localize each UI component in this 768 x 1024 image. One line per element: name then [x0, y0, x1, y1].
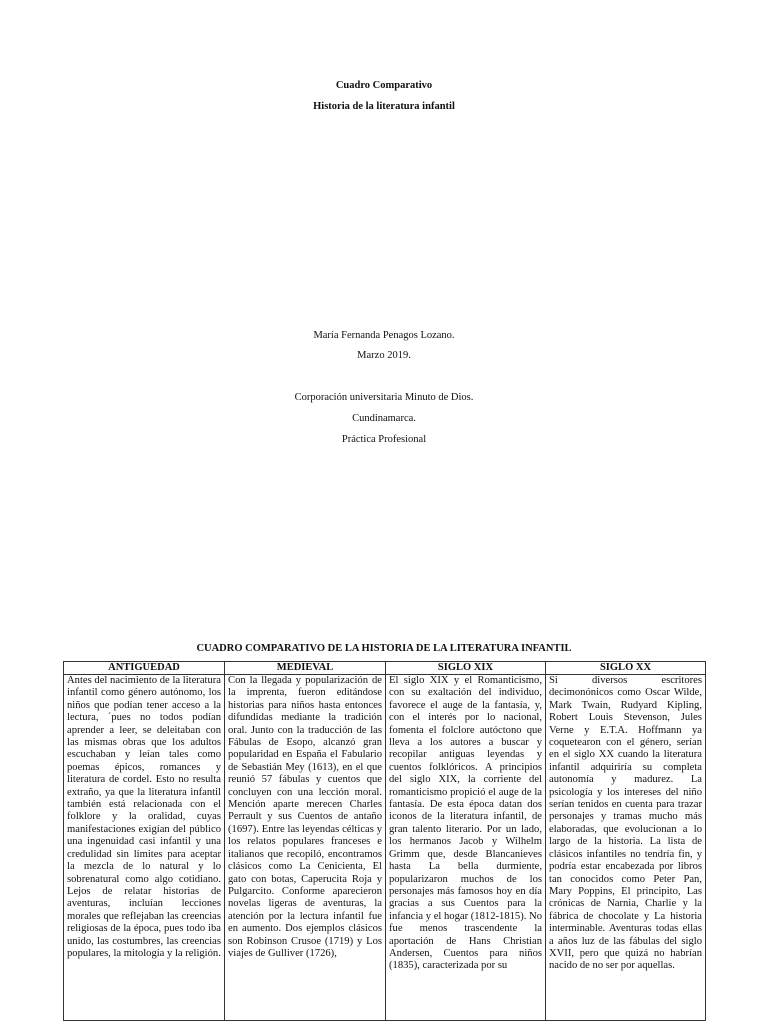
document-date: Marzo 2019. [357, 350, 411, 361]
cell-siglo-xix-text: El siglo XIX y el Romanticismo, con su exaltación del individuo, favorece el auge de la fantasía, y, con el interés por lo nacional, fomenta el folclore autóctono que lleva a los autores a buscar y recopilar antiguas leyendas y cuentos folklóricos. A principios del siglo XIX, la corriente del romanticismo propició el auge de la fantasía. De esta época datan dos iconos de la literatura infantil, de gran talento literario. Por un lado, los hermanos Jacob y Wilhelm Grimm que, desde Blancanieves hasta La bella durmiente, popularizaron muchos de los personajes más famosos hoy en día gracias a sus Cuentos para la infancia y el hogar (1812-1815). No fue menos trascendente la aportación de Hans Christian Andersen, Cuentos para niños (1835), caracterizada por su [389, 675, 542, 972]
header-medieval: MEDIEVAL [225, 662, 386, 675]
author-name: María Fernanda Penagos Lozano. [313, 330, 455, 341]
table-title: CUADRO COMPARATIVO DE LA HISTORIA DE LA LITERATURA INFANTIL [196, 643, 572, 654]
institution-name: Corporación universitaria Minuto de Dios. [294, 392, 474, 403]
cell-siglo-xx-text: Si diversos escritores decimonónicos como Oscar Wilde, Mark Twain, Rudyard Kipling, Robert Louis Stevenson, Jules Verne y E.T.A. Hoffmann ya coquetearon con el género, serían en el siglo XX cuando la literatura infantil adquiriría su completa autonomía y madurez. La psicología y los intereses del niño serían tenidos en cuenta para trazar personajes y tramas mucho más elaboradas, que evolucionan a lo largo de la historia. La lista de clásicos infantiles no tendría fin, y podría estar encabezada por libros tan conocidos como Peter Pan, Mary Poppins, El principito, Las crónicas de Narnia, Charlie y la fábrica de chocolate y La historia interminable. Aventuras todas ellas a años luz de las fábulas del siglo XVII, pero que quizá no habrían nacido de no ser por aquellas. [549, 675, 702, 972]
cell-siglo-xix [386, 675, 546, 1021]
course-name: Práctica Profesional [341, 434, 427, 445]
cell-medieval-text: Con la llegada y popularización de la imprenta, fueron editándose historias para niños hasta entonces difundidas mediante la tradición oral. Junto con la traducción de las Fábulas de Esopo, alcanzó gran popularidad en España el Fabulario de Sebastián Mey (1613), en el que reunió 57 fábulas y cuentos que concluyen con una lección moral. Mención aparte merecen Charles Perrault y sus Cuentos de antaño (1697). Entre las leyendas célticas y los relatos populares franceses e italianos que recopiló, encontramos clásicos como La Cenicienta, El gato con botas, Caperucita Roja y Pulgarcito. Conforme aparecieron novelas ligeras de aventuras, la atención por la lectura infantil fue en aumento. Dos ejemplos clásicos son Robinson Crusoe (1719) y Los viajes de Gulliver (1726), [228, 675, 382, 959]
comparison-table [63, 661, 706, 1021]
cell-antiguedad-text: Antes del nacimiento de la literatura infantil como género autónomo, los niños que podían tener acceso a la lectura, ´pues no todos podían aprender a leer, se deleitaban con las mismas obras que los adultos escuchaban y leían tales como poemas épicos, romances y literatura de cordel. Esto no resulta extraño, ya que la literatura infantil también está relacionada con el folklore y la oralidad, cuyas manifestaciones exigían del público una ingenuidad casi infantil y una credulidad sin límites para aceptar la mezcla de lo natural y lo sobrenatural como algo cotidiano. Lejos de relatar historias de aventuras, incluían lecciones morales que reflejaban las creencias religiosas de la época, pues todo iba unido, las costumbres, las creencias populares, la mitología y la religión. [67, 675, 221, 959]
table-header-row [64, 662, 706, 675]
cell-antiguedad [64, 675, 225, 1021]
header-siglo-xix: SIGLO XIX [386, 662, 546, 675]
cell-siglo-xx [546, 675, 706, 1021]
header-siglo-xx: SIGLO XX [546, 662, 706, 675]
cover-title: Cuadro Comparativo [335, 80, 433, 91]
cover-subtitle: Historia de la literatura infantil [313, 101, 455, 112]
region-name: Cundinamarca. [352, 413, 416, 424]
header-antiguedad: ANTIGUEDAD [64, 662, 225, 675]
table-row [64, 675, 706, 1021]
cell-medieval [225, 675, 386, 1021]
